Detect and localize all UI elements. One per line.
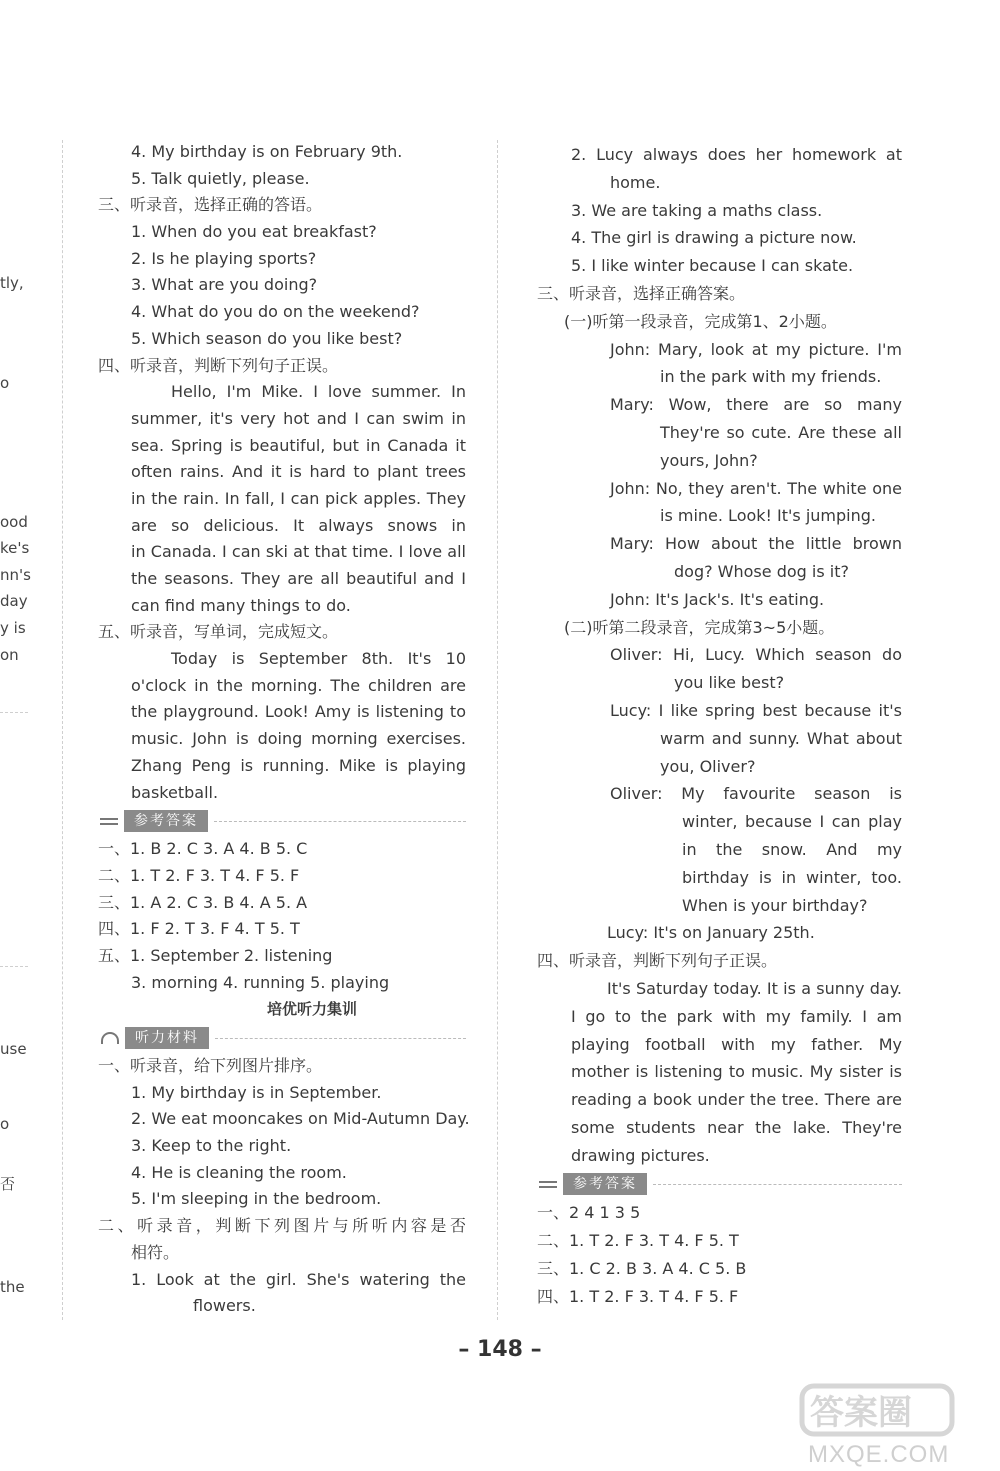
- text-line: o'clock in the morning. The children are: [131, 675, 466, 695]
- text-line: 4. My birthday is on February 9th.: [131, 142, 403, 161]
- text-line: 2. We eat mooncakes on Mid-Autumn Day.: [131, 1109, 470, 1129]
- text-line: 三、1. A 2. C 3. B 4. A 5. A: [98, 892, 308, 912]
- text-line: It's Saturday today. It is a sunny day.: [607, 978, 902, 998]
- text-line: 五、1. September 2. listening: [98, 945, 333, 965]
- text-line: Oliver: My favourite season is: [610, 784, 902, 804]
- text-line: some students near the lake. They're: [571, 1117, 902, 1137]
- text-line: 4. The girl is drawing a picture now.: [571, 228, 857, 248]
- text-line: They're so cute. Are these all: [660, 422, 902, 442]
- text-line: 2. Lucy always does her homework at: [571, 145, 902, 164]
- text-line: 5. Which season do you like best?: [131, 328, 403, 348]
- text-line: in the snow. And my: [682, 839, 902, 859]
- text-line: 4. What do you do on the weekend?: [131, 302, 420, 322]
- badge-divider: [214, 821, 466, 822]
- cut-off-text-fragment: nn's: [0, 566, 31, 584]
- text-line: playing football with my father. My: [571, 1034, 902, 1054]
- cut-off-text-fragment: 否: [0, 1175, 16, 1193]
- question-heading: 三、听录音，选择正确的答语。: [98, 195, 323, 215]
- section-badge-row: [537, 1169, 902, 1199]
- book-icon: [98, 812, 120, 830]
- section-badge-row: [98, 1023, 466, 1053]
- headphones-icon: [101, 1032, 119, 1044]
- cut-off-text-fragment: day: [0, 592, 28, 610]
- text-line: John: Mary, look at my picture. I'm: [610, 339, 902, 359]
- text-line: are so delicious. It always snows in: [131, 515, 466, 535]
- text-line: in Canada. I can ski at that time. I love all: [131, 542, 466, 562]
- text-line: Oliver: Hi, Lucy. Which season do: [610, 645, 902, 665]
- text-line: is mine. Look! It's jumping.: [660, 506, 876, 526]
- text-line: summer, it's very hot and I can swim in: [131, 408, 466, 428]
- text-line: in the park with my friends.: [660, 367, 882, 387]
- text-line: 一、1. B 2. C 3. A 4. B 5. C: [98, 839, 308, 859]
- question-heading: 三、听录音，选择正确答案。: [537, 283, 746, 303]
- text-line: Lucy: I like spring best because it's: [610, 700, 902, 720]
- text-line: mother is listening to music. My sister is: [571, 1062, 902, 1082]
- left-column: [98, 139, 470, 1320]
- cut-off-text-fragment: the: [0, 1278, 25, 1296]
- text-line: flowers.: [193, 1296, 256, 1316]
- cut-off-text-fragment: ood: [0, 513, 28, 531]
- text-line: sea. Spring is beautiful, but in Canada it: [131, 435, 466, 455]
- text-line: basketball.: [131, 782, 219, 802]
- text-line: Hello, I'm Mike. I love summer. In: [171, 382, 466, 402]
- section-badge: 参考答案: [563, 1173, 647, 1195]
- section-badge: 参考答案: [124, 810, 208, 832]
- text-line: Zhang Peng is running. Mike is playing: [131, 755, 466, 775]
- right-column: [537, 141, 902, 1311]
- left-margin-separator: [62, 140, 63, 1320]
- left-fragment-divider: [0, 712, 28, 713]
- cut-off-text-fragment: tly,: [0, 274, 24, 292]
- text-line: you like best?: [674, 673, 785, 693]
- question-heading: 四、听录音，判断下列句子正误。: [537, 951, 778, 971]
- text-line: John: It's Jack's. It's eating.: [610, 589, 825, 609]
- question-heading: (一)听第一段录音，完成第1、2小题。: [564, 311, 837, 331]
- text-line: 3. We are taking a maths class.: [571, 200, 823, 220]
- section-badge-row: [98, 806, 466, 836]
- question-heading: (二)听第二段录音，完成第3~5小题。: [564, 617, 835, 637]
- text-line: 3. What are you doing?: [131, 275, 318, 295]
- question-heading: 四、听录音，判断下列句子正误。: [98, 355, 339, 375]
- center-column-separator: [497, 140, 498, 1320]
- text-line: 三、1. C 2. B 3. A 4. C 5. B: [537, 1259, 747, 1279]
- text-line: Mary: How about the little brown: [610, 534, 902, 554]
- text-line: 一、2 4 1 3 5: [537, 1203, 641, 1223]
- page-number: – 148 –: [458, 1337, 542, 1362]
- text-line: 1. My birthday is in September.: [131, 1082, 382, 1102]
- text-line: John: No, they aren't. The white one: [610, 478, 902, 498]
- text-line: 二、1. T 2. F 3. T 4. F 5. F: [98, 865, 300, 885]
- text-line: 5. I'm sleeping in the bedroom.: [131, 1189, 382, 1209]
- section-title: 培优听力集训: [266, 1000, 357, 1019]
- text-line: drawing pictures.: [571, 1145, 710, 1165]
- cut-off-text-fragment: on: [0, 646, 19, 664]
- text-line: reading a book under the tree. There are: [571, 1090, 902, 1110]
- left-fragment-divider: [0, 966, 28, 967]
- text-line: often rains. And it is hard to plant trees: [131, 462, 466, 482]
- book-icon: [537, 1175, 559, 1193]
- text-line: 4. He is cleaning the room.: [131, 1162, 347, 1182]
- text-line: winter, because I can play: [682, 812, 902, 832]
- cut-off-text-fragment: use: [0, 1040, 27, 1058]
- badge-divider: [653, 1184, 902, 1185]
- text-line: you, Oliver?: [660, 756, 756, 776]
- watermark-url: MXQE.COM: [808, 1441, 950, 1468]
- text-line: 5. Talk quietly, please.: [131, 168, 310, 188]
- question-heading: 五、听录音，写单词，完成短文。: [98, 622, 339, 642]
- question-heading: 二、听录音，判断下列图片与所听内容是否: [98, 1216, 466, 1236]
- watermark: [790, 1380, 990, 1468]
- text-line: home.: [610, 172, 661, 192]
- text-line: music. John is doing morning exercises.: [131, 729, 466, 749]
- text-line: Mary: Wow, there are so many: [610, 395, 902, 415]
- text-line: the playground. Look! Amy is listening to: [131, 702, 466, 722]
- text-line: I go to the park with my family. I am: [571, 1006, 902, 1026]
- section-badge: 听力材料: [125, 1027, 209, 1049]
- text-line: birthday is in winter, too.: [682, 867, 902, 887]
- text-line: Today is September 8th. It's 10: [171, 649, 466, 669]
- watermark-logo: 答案圈: [810, 1393, 912, 1433]
- text-line: yours, John?: [660, 450, 758, 470]
- text-line: 二、1. T 2. F 3. T 4. F 5. T: [537, 1231, 739, 1251]
- text-line: 1. Look at the girl. She's watering the: [131, 1269, 466, 1289]
- text-line: 2. Is he playing sports?: [131, 248, 317, 268]
- text-line: 四、1. T 2. F 3. T 4. F 5. F: [537, 1286, 739, 1306]
- cut-off-text-fragment: y is: [0, 619, 26, 637]
- cut-off-text-fragment: o: [0, 374, 10, 392]
- text-line: 3. Keep to the right.: [131, 1136, 292, 1156]
- text-line: can find many things to do.: [131, 595, 351, 615]
- cut-off-text-fragment: ke's: [0, 539, 30, 557]
- text-line: 四、1. F 2. T 3. F 4. T 5. T: [98, 919, 300, 939]
- cut-off-text-fragment: o: [0, 1115, 10, 1133]
- text-line: in the rain. In fall, I can pick apples. They: [131, 488, 466, 508]
- text-line: dog? Whose dog is it?: [674, 561, 849, 581]
- badge-divider: [215, 1038, 466, 1039]
- text-line: 5. I like winter because I can skate.: [571, 256, 854, 276]
- text-line: 1. When do you eat breakfast?: [131, 222, 377, 242]
- question-heading: 一、听录音，给下列图片排序。: [98, 1056, 323, 1075]
- text-line: warm and sunny. What about: [660, 728, 902, 748]
- text-line: the seasons. They are all beautiful and I: [131, 569, 466, 588]
- text-line: Lucy: It's on January 25th.: [607, 923, 815, 943]
- text-line: 3. morning 4. running 5. playing: [131, 972, 390, 992]
- text-line: When is your birthday?: [682, 895, 868, 915]
- question-heading: 相符。: [131, 1242, 180, 1262]
